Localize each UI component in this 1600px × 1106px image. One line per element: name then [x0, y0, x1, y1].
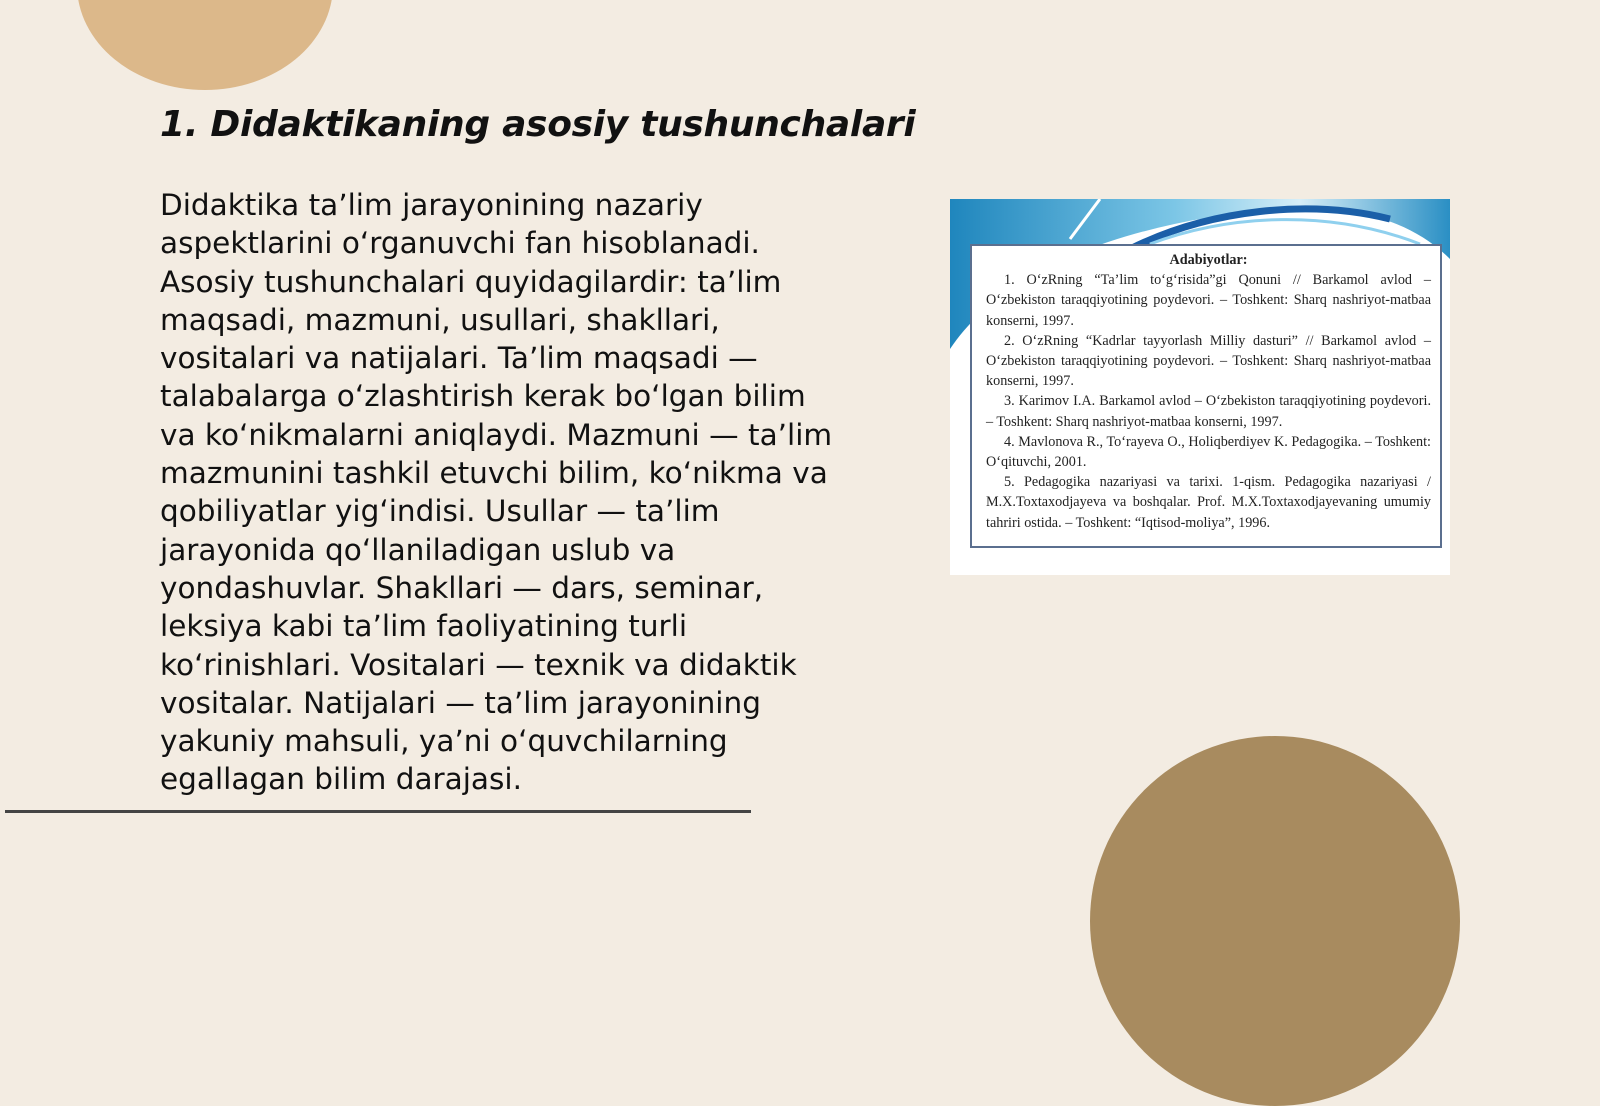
divider-line [5, 810, 751, 813]
reference-item: 3. Karimov I.A. Barkamol avlod – O‘zbekiston taraqqiyotining poydevori. – Toshkent: Sharq nashriyot-matbaa konserni, 1997. [986, 393, 1431, 430]
reference-item: 2. O‘zRning “Kadrlar tayyorlash Milliy dasturi” // Barkamol avlod – O‘zbekiston taraqqiyotining poydevori. – Toshkent: Sharq nashriyot-matbaa konserni, 1997. [986, 332, 1431, 390]
references-box [970, 244, 1442, 548]
reference-item: 4. Mavlonova R., To‘rayeva O., Holiqberdiyev K. Pedagogika. – Toshkent: O‘qituvchi, 2001. [986, 433, 1431, 471]
reference-item: 1. O‘zRning “Ta’lim to‘g‘risida”gi Qonuni // Barkamol avlod – O‘zbekiston taraqqiyotining poydevori. – Toshkent: Sharq nashriyot-matbaa konserni, 1997. [986, 272, 1431, 329]
slide-title: 1. Didaktikaning asosiy tushunchalari [160, 104, 916, 145]
decorative-circle-top [77, 0, 333, 90]
references-heading: Adabiyotlar: [1169, 252, 1248, 268]
references-image [950, 199, 1450, 575]
slide-body-text: Didaktika ta’lim jarayonining nazariy aspektlarini o‘rganuvchi fan hisoblanadi. Asosiy tushunchalari quyidagilardir: ta’lim maqsadi, mazmuni, usullari, shakllari, vositalari va natijalari. Ta’lim maqsadi — talabalarga o‘zlashtirish kerak bo‘lgan bilim va ko‘nikmalarni aniqlaydi. Mazmuni — ta’lim mazmunini tashkil etuvchi bilim, ko‘nikma va qobiliyatlar yig‘indisi. Usullar — ta’lim jarayonida qo‘llaniladigan uslub va yondashuvlar. Shakllari — dars, seminar, leksiya kabi ta’lim faoliyatining turli ko‘rinishlari. Vositalari — texnik va didaktik vositalar. Natijalari — ta’lim jarayonining yakuniy mahsuli, ya’ni o‘quvchilarning egallagan bilim darajasi. [160, 188, 833, 797]
decorative-circle-bottom [1090, 736, 1460, 1106]
reference-item: 5. Pedagogika nazariyasi va tarixi. 1-qism. Pedagogika nazariyasi / M.X.Toxtaxodjayeva va boshqalar. Prof. M.X.Toxtaxodjayevaning umumiy tahriri ostida. – Toshkent: “Iqtisod-moliya”, 1996. [986, 474, 1431, 531]
